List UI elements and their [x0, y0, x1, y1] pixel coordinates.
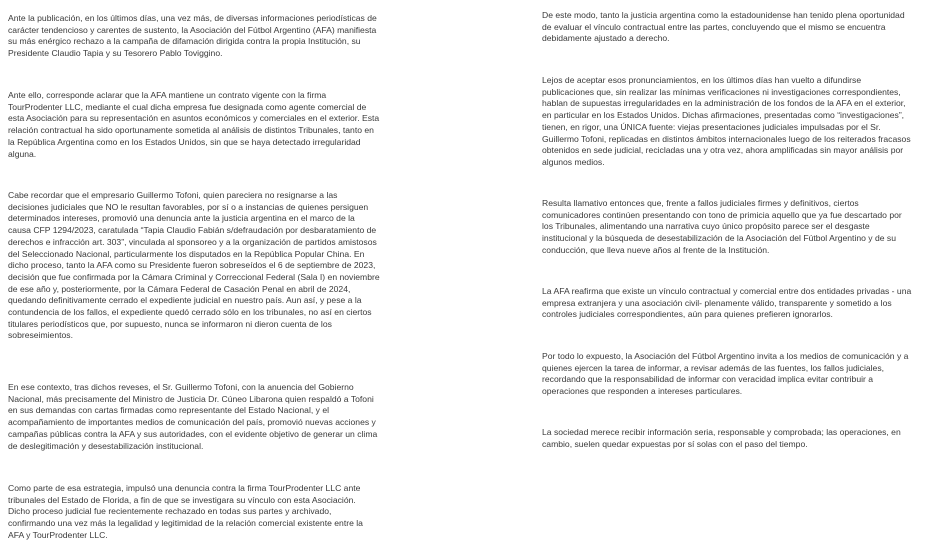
paragraph-tofoni-complaint: Cabe recordar que el empresario Guillermo Tofoni, quien pareciera no resignarse a las decisiones judiciales que NO le resultan favorables, por sí o a instancias de quienes persiguen determinados intereses, promovió una denuncia ante la justicia argentina en el marco de la causa CFP 1294/2023, caratulada “Tapia Claudio Fabián s/defraudación por desbaratamiento de derechos e infracción art. 303”, vinculada al sponsoreo y a la organización de partidos amistosos del Seleccionado Nacional, particularmente los disputados en la República Popular China. En dicho proceso, tanto la AFA como su Presidente fueron sobreseídos el 6 de septiembre de 2023, decisión que fue confirmada por la Cámara Criminal y Correccional Federal (Sala I) en noviembre de ese año y, posteriormente, por la Cámara Federal de Casación Penal en abril de 2024, quedando definitivamente cerrado el expediente judicial en nuestro país. Aun así, y pese a la contundencia de los fallos, el expediente quedó cerrado sólo en los tribunales, no así en ciertos titulares periodísticos que, por supuesto, nunca se informaron ni dieron cuenta de los sobreseimientos. — [8, 190, 380, 341]
paragraph-publication-rejection: Ante la publicación, en los últimos días, una vez más, de diversas informaciones periodísticas de carácter tendencioso y carentes de sustento, la Asociación del Fútbol Argentino (AFA) manifiesta su más enérgico rechazo a la campaña de difamación dirigida contra la propia Institución, su Presidente Claudio Tapia y su Tesorero Pablo Toviggino. — [8, 13, 377, 59]
paragraph-society-deserves: La sociedad merece recibir información seria, responsable y comprobada; las operaciones, en cambio, suelen quedar expuestas por sí solas con el paso del tiempo. — [542, 427, 901, 449]
paragraph-recent-publications: Lejos de aceptar esos pronunciamientos, en los últimos días han vuelto a difundirse publicaciones que, sin realizar las mínimas verificaciones ni investigaciones correspondientes, hablan de supuestas irregularidades en la administración de los fondos de la AFA en el exterior, en particular en los Estados Unidos. Dichas afirmaciones, presentadas como “investigaciones”, tienen, en rigor, una ÚNICA fuente: viejas presentaciones judiciales impulsadas por el Sr. Guillermo Tofoni, replicadas en distintos ámbitos internacionales luego de los reiterados fracasos obtenidos en sede judicial, recicladas una y otra vez, ahora amplificadas sin mayor análisis por algunos medios. — [542, 75, 911, 167]
paragraph-invitation-to-media: Por todo lo expuesto, la Asociación del Fútbol Argentino invita a los medios de comunicación y a quienes ejercen la tarea de informar, a revisar además de las fuentes, los fallos judiciales, recordando que la responsabilidad de informar con veracidad implica evitar contribuir a operaciones que responden a intereses particulares. — [542, 351, 909, 397]
paragraph-florida-complaint: Como parte de esa estrategia, impulsó una denuncia contra la firma TourProdenter LLC ante tribunales del Estado de Florida, a fin de que se investigara su vínculo con esta Asociación. Dicho proceso judicial fue recientemente rechazado en todas sus partes y archivado, confirmando una vez más la legalidad y legitimidad de la relación comercial existente entre la AFA y TourProdenter LLC. — [8, 483, 363, 540]
paragraph-tourprodenter-contract: Ante ello, corresponde aclarar que la AFA mantiene un contrato vigente con la firma TourProdenter LLC, mediante el cual dicha empresa fue designada como agente comercial de esta Asociación para su representación en asuntos económicos y comerciales en el exterior. Esta relación contractual ha sido oportunamente sometida al análisis de distintos Tribunales, tanto en la República Argentina como en los Estados Unidos, sin que se haya detectado irregularidad alguna. — [8, 90, 380, 159]
paragraph-courts-conclusion: De este modo, tanto la justicia argentina como la estadounidense han tenido plena oportunidad de evaluar el vínculo contractual entre las partes, concluyendo que el mismo se encuentra debidamente ajustado a derecho. — [542, 10, 905, 44]
paragraph-new-campaigns: En ese contexto, tras dichos reveses, el Sr. Guillermo Tofoni, con la anuencia del Gobierno Nacional, más precisamente del Ministro de Justicia Dr. Cúneo Libarona quien respaldó a Tofoni en sus demandas con cartas firmadas como representante del Estado Nacional, y el acompañamiento de importantes medios de comunicación del país, promovió nuevas acciones y campañas públicas contra la AFA y sus autoridades, con el evidente objetivo de generar un clima de deslegitimación y desestabilización institucional. — [8, 382, 378, 451]
paragraph-afa-reaffirms: La AFA reafirma que existe un vínculo contractual y comercial entre dos entidades privadas - una empresa extranjera y una asociación civil- plenamente válido, transparente y sometido a los controles judiciales correspondientes, aún para quienes prefieren ignorarlos. — [542, 286, 912, 320]
paragraph-communicators-narrative: Resulta llamativo entonces que, frente a fallos judiciales firmes y definitivos, ciertos comunicadores continúen presentando con tono de primicia aquello que ya fue descartado por los Tribunales, alimentando una narrativa cuyo único propósito parece ser el desgaste institucional y la búsqueda de desestabilización de la Asociación del Fútbol Argentino y de su conducción, que lleva nueve años al frente de la Institución. — [542, 198, 902, 255]
